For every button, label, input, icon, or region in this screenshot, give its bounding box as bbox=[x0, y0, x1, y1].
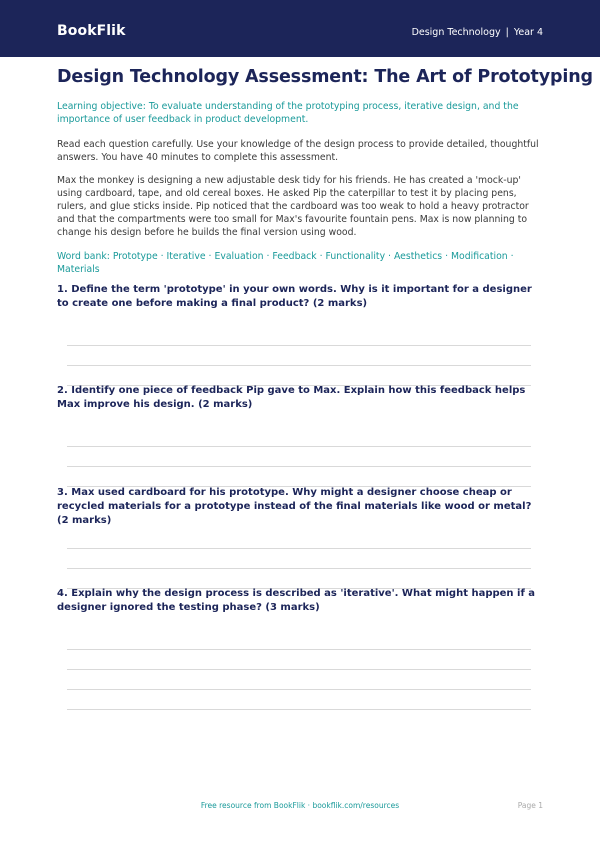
instructions-text: Read each question carefully. Use your knowledge of the design process to provide detailed, thoughtful answers. You have 40 minutes to complete this assessment. bbox=[57, 139, 539, 163]
footer-resource-link[interactable]: Free resource from BookFlik · bookflik.com/resources bbox=[200, 801, 400, 810]
page-header bbox=[0, 0, 600, 57]
answer-line[interactable] bbox=[67, 365, 531, 366]
brand-logo: BookFlik bbox=[57, 23, 126, 39]
answer-line[interactable] bbox=[67, 345, 531, 346]
answer-line[interactable] bbox=[67, 568, 531, 569]
question-2: 2. Identify one piece of feedback Pip gave to Max. Explain how this feedback helps Max improve his design. (2 marks) bbox=[57, 385, 526, 410]
page-number: Page 1 bbox=[517, 801, 543, 810]
separator: | bbox=[505, 27, 509, 38]
answer-line[interactable] bbox=[67, 689, 531, 690]
subject-label: Design Technology bbox=[411, 27, 501, 38]
answer-line[interactable] bbox=[67, 466, 531, 467]
answer-line[interactable] bbox=[67, 649, 531, 650]
answer-line[interactable] bbox=[67, 446, 531, 447]
learning-objective: Learning objective: To evaluate understanding of the prototyping process, iterative design, and the importance of user feedback in product development. bbox=[57, 101, 519, 125]
question-4: 4. Explain why the design process is described as 'iterative'. What might happen if a designer ignored the testing phase? (3 marks) bbox=[57, 588, 536, 613]
page-title: Design Technology Assessment: The Art of Prototyping bbox=[57, 67, 593, 87]
answer-line[interactable] bbox=[67, 548, 531, 549]
subject-year-label bbox=[412, 27, 543, 38]
word-bank: Word bank: Prototype · Iterative · Evaluation · Feedback · Functionality · Aesthetics · Modification · Materials bbox=[57, 251, 514, 275]
question-3: 3. Max used cardboard for his prototype. Why might a designer choose cheap or recycled materials for a prototype instead of the final materials like wood or metal? (2 marks) bbox=[57, 487, 532, 526]
answer-line[interactable] bbox=[67, 709, 531, 710]
scenario-text: Max the monkey is designing a new adjustable desk tidy for his friends. He has created a 'mock-up' using cardboard, tape, and old cereal boxes. He asked Pip the caterpillar to test it by placing pens, rulers, and glue sticks inside. Pip noticed that the cardboard was too weak to hold a heavy protractor and that the compartments were too small for Max's favourite fountain pens. Max is now planning to change his design before he builds the final version using wood. bbox=[57, 175, 529, 238]
year-label: Year 4 bbox=[513, 27, 543, 38]
question-1: 1. Define the term 'prototype' in your own words. Why is it important for a designer to create one before making a final product? (2 marks) bbox=[57, 284, 532, 309]
intro-section bbox=[57, 66, 593, 276]
answer-line[interactable] bbox=[67, 669, 531, 670]
